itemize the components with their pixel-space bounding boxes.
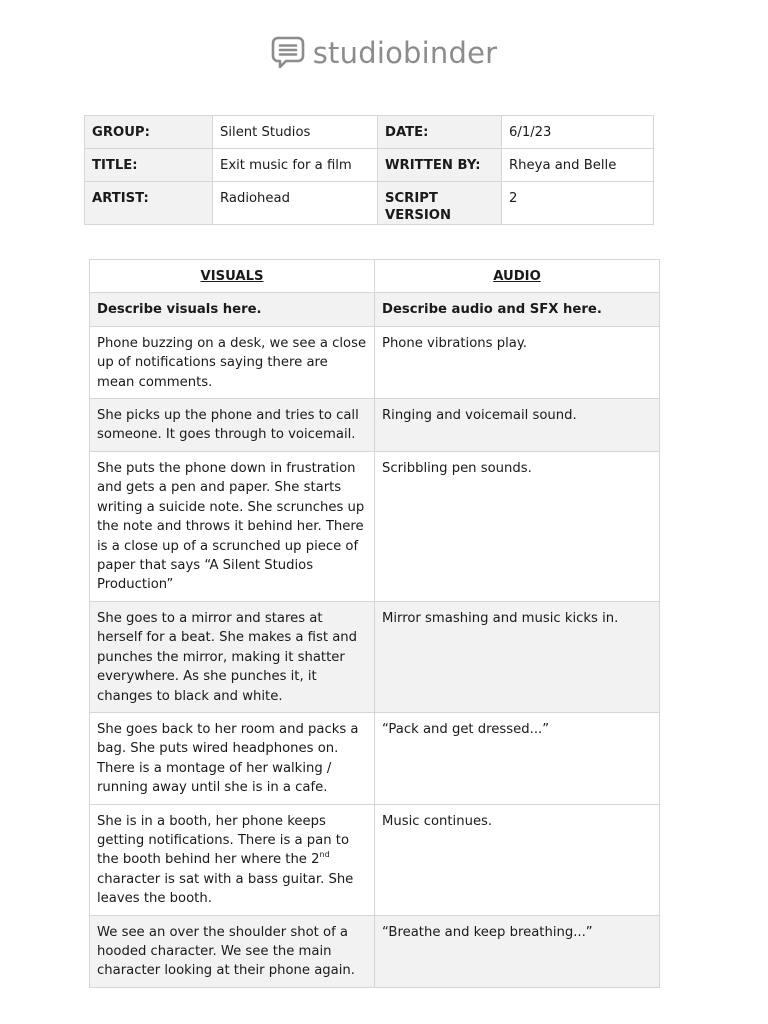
script-row bbox=[90, 601, 660, 712]
audio-cell: Phone vibrations play. bbox=[375, 326, 660, 398]
info-row-title bbox=[85, 149, 654, 182]
audio-cell: “Pack and get dressed...” bbox=[375, 712, 660, 804]
title-label: TITLE: bbox=[85, 149, 213, 182]
visual-cell: She goes back to her room and packs a bag. She puts wired headphones on. There is a montage of her walking / running away until she is in a cafe. bbox=[90, 712, 375, 804]
brand-logo-group bbox=[271, 35, 498, 71]
script-subheader-row bbox=[90, 293, 660, 326]
brand-name: studiobinder bbox=[312, 35, 498, 70]
script-row bbox=[90, 326, 660, 398]
visual-cell: We see an over the shoulder shot of a hooded character. We see the main character looking at their phone again. bbox=[90, 915, 375, 987]
script-table bbox=[89, 259, 660, 988]
group-value: Silent Studios bbox=[213, 116, 378, 149]
visual-text-before: She is in a booth, her phone keeps getting notifications. There is a pan to the booth behind her where the 2 bbox=[97, 813, 350, 868]
audio-header: AUDIO bbox=[375, 260, 660, 293]
group-label: GROUP: bbox=[85, 116, 213, 149]
audio-cell: Scribbling pen sounds. bbox=[375, 452, 660, 602]
visual-cell: She goes to a mirror and stares at herself for a beat. She makes a fist and punches the mirror, making it shatter everywhere. As she punches it, it changes to black and white. bbox=[90, 601, 375, 712]
script-row bbox=[90, 804, 660, 915]
script-header-row bbox=[90, 260, 660, 293]
script-row bbox=[90, 915, 660, 987]
audio-cell: Music continues. bbox=[375, 804, 660, 915]
info-row-artist bbox=[85, 182, 654, 225]
script-version-label: SCRIPT VERSION bbox=[378, 182, 502, 225]
visuals-header: VISUALS bbox=[90, 260, 375, 293]
visual-cell bbox=[90, 804, 375, 915]
audio-subheader: Describe audio and SFX here. bbox=[375, 293, 660, 326]
script-version-value: 2 bbox=[502, 182, 654, 225]
written-by-value: Rheya and Belle bbox=[502, 149, 654, 182]
info-table bbox=[84, 115, 654, 225]
visual-cell: She puts the phone down in frustration and gets a pen and paper. She starts writing a suicide note. She scrunches up the note and throws it behind her. There is a close up of a scrunched up piece of paper that says “A Silent Studios Production” bbox=[90, 452, 375, 602]
date-label: DATE: bbox=[378, 116, 502, 149]
visual-cell: Phone buzzing on a desk, we see a close up of notifications saying there are mean comments. bbox=[90, 326, 375, 398]
script-row bbox=[90, 712, 660, 804]
script-row bbox=[90, 452, 660, 602]
visual-cell: She picks up the phone and tries to call someone. It goes through to voicemail. bbox=[90, 399, 375, 452]
brand-logo bbox=[0, 33, 768, 73]
artist-value: Radiohead bbox=[213, 182, 378, 225]
artist-label: ARTIST: bbox=[85, 182, 213, 225]
audio-cell: Ringing and voicemail sound. bbox=[375, 399, 660, 452]
info-row-group bbox=[85, 116, 654, 149]
date-value: 6/1/23 bbox=[502, 116, 654, 149]
script-row bbox=[90, 399, 660, 452]
written-by-label: WRITTEN BY: bbox=[378, 149, 502, 182]
visual-text-after: character is sat with a bass guitar. She leaves the booth. bbox=[97, 871, 354, 907]
chat-bubble-icon bbox=[271, 35, 305, 71]
visuals-subheader: Describe visuals here. bbox=[90, 293, 375, 326]
visual-superscript: nd bbox=[319, 850, 330, 860]
audio-cell: “Breathe and keep breathing...” bbox=[375, 915, 660, 987]
title-value: Exit music for a film bbox=[213, 149, 378, 182]
audio-cell: Mirror smashing and music kicks in. bbox=[375, 601, 660, 712]
